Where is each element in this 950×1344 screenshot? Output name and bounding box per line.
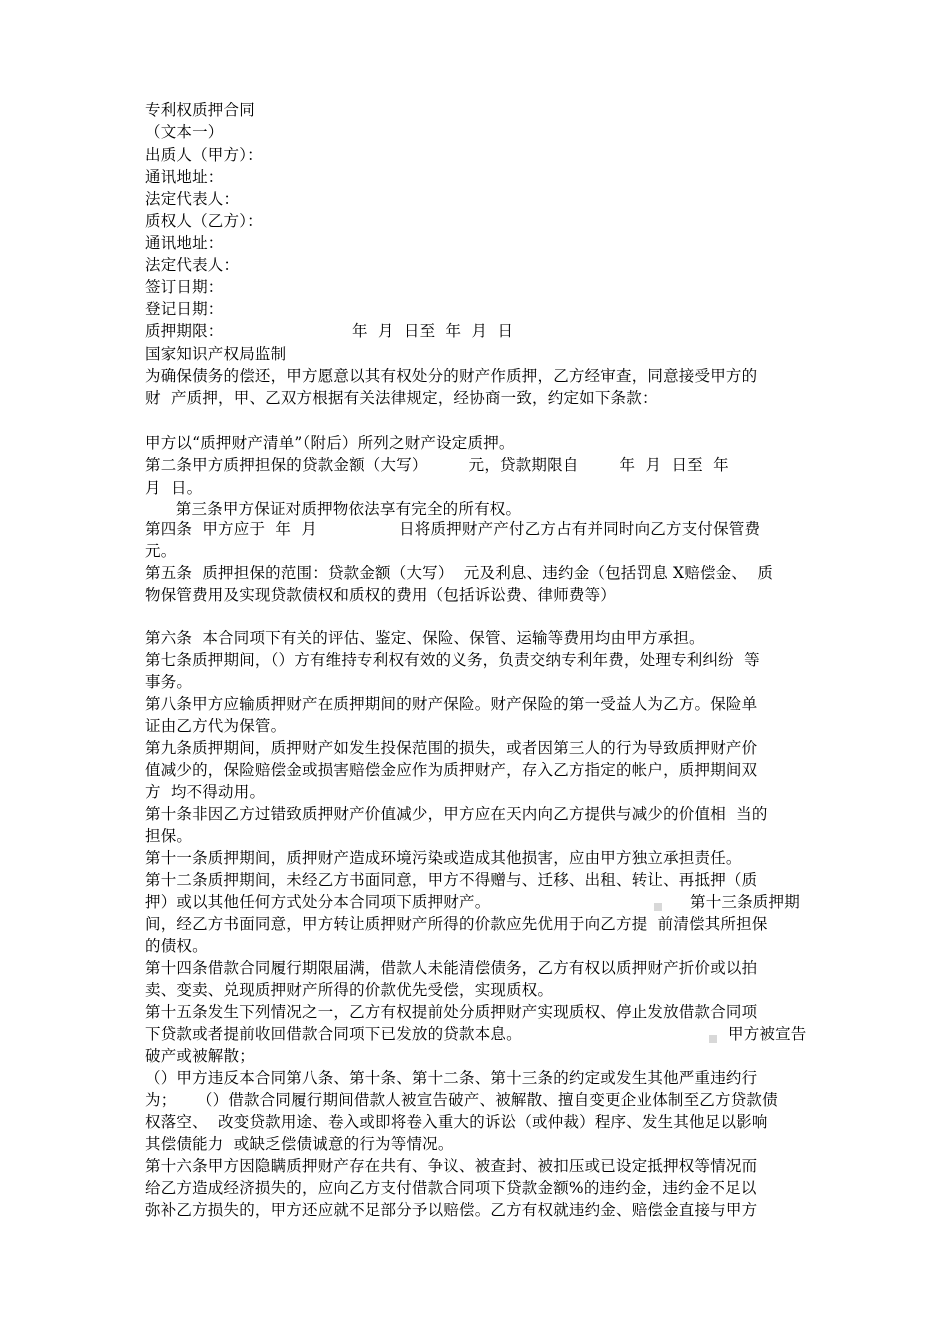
- body-line: 押）或以其他任何方式处分本合同项下质押财产。: [145, 893, 491, 911]
- body-line: 第十五条发生下列情况之一，乙方有权提前处分质押财产实现质权、停止发放借款合同项: [145, 1003, 758, 1021]
- field-address-a: 通讯地址：: [145, 168, 224, 186]
- body-line: 第四条 甲方应于 年 月 日将质押财产产付乙方占有并同时向乙方支付保管费: [145, 520, 761, 538]
- body-line: （）甲方违反本合同第八条、第十条、第十二条、第十三条的约定或发生其他严重违约行: [145, 1069, 758, 1087]
- field-rep-a: 法定代表人：: [145, 190, 240, 208]
- field-term-dates: 年 月 日至 年 月 日: [352, 322, 514, 340]
- body-line: 卖、变卖、兑现质押财产所得的价款优先受偿，实现质权。: [145, 981, 554, 999]
- body-line: 为； （）借款合同履行期间借款人被宣告破产、被解散、擅自变更企业体制至乙方贷款债: [145, 1091, 778, 1109]
- body-line: 第六条 本合同项下有关的评估、鉴定、保险、保管、运输等费用均由甲方承担。: [145, 629, 705, 647]
- body-line: 月 日。: [145, 479, 203, 497]
- body-line: 第二条甲方质押担保的贷款金额（大写） 元，贷款期限自 年 月 日至 年: [145, 456, 729, 474]
- supervisor-line: 国家知识产权局监制: [145, 345, 287, 363]
- body-line: 破产或被解散；: [145, 1047, 255, 1065]
- body-line: 第七条质押期间，（）方有维持专利权有效的义务，负责交纳专利年费，处理专利纠纷 等: [145, 651, 760, 669]
- body-line: 第十条非因乙方过错致质押财产价值减少，甲方应在天内向乙方提供与减少的价值相 当的: [145, 805, 768, 823]
- body-line: 弥补乙方损失的，甲方还应就不足部分予以赔偿。乙方有权就违约金、赔偿金直接与甲方: [145, 1201, 758, 1219]
- body-line: 第五条 质押担保的范围：贷款金额（大写） 元及利息、违约金（包括罚息 X赔偿金、 质: [145, 564, 774, 582]
- field-term-label: 质押期限：: [145, 322, 224, 340]
- field-sign-date: 签订日期：: [145, 278, 224, 296]
- scan-mark: [650, 895, 666, 917]
- field-pledgor: 出质人（甲方）：: [145, 146, 263, 164]
- field-pledgee: 质权人（乙方）：: [145, 212, 263, 230]
- body-line: 甲方以“质押财产清单”（附后）所列之财产设定质押。: [145, 434, 515, 452]
- document-title: 专利权质押合同: [145, 101, 255, 119]
- body-line: 物保管费用及实现贷款债权和质权的费用（包括诉讼费、律师费等）: [145, 586, 617, 604]
- body-line: 权落空、 改变贷款用途、卷入或即将卷入重大的诉讼（或仲裁）程序、发生其他足以影响: [145, 1113, 768, 1131]
- body-line: 第十三条质押期: [690, 893, 800, 911]
- body-line: 为确保债务的偿还，甲方愿意以其有权处分的财产作质押，乙方经审查，同意接受甲方的: [145, 367, 758, 385]
- body-line: 第十四条借款合同履行期限届满，借款人未能清偿债务，乙方有权以质押财产折价或以拍: [145, 959, 758, 977]
- body-line: 财 产质押，甲、乙双方根据有关法律规定，经协商一致，约定如下条款：: [145, 389, 658, 407]
- body-line: 第十二条质押期间，未经乙方书面同意，甲方不得赠与、迁移、出租、转让、再抵押（质: [145, 871, 758, 889]
- body-line: 值减少的，保险赔偿金或损害赔偿金应作为质押财产，存入乙方指定的帐户，质押期间双: [145, 761, 758, 779]
- body-line: 元。: [145, 542, 177, 560]
- body-line: 担保。: [145, 827, 193, 845]
- body-line: 给乙方造成经济损失的，应向乙方支付借款合同项下贷款金额%的违约金，违约金不足以: [145, 1179, 757, 1197]
- scan-mark: [705, 1027, 721, 1049]
- body-line: 的债权。: [145, 937, 208, 955]
- field-rep-b: 法定代表人：: [145, 256, 240, 274]
- body-line: 事务。: [145, 673, 193, 691]
- body-line: 其偿债能力 或缺乏偿债诚意的行为等情况。: [145, 1135, 454, 1153]
- body-line: 第十六条甲方因隐瞒质押财产存在共有、争议、被查封、被扣压或已设定抵押权等情况而: [145, 1157, 758, 1175]
- document-subtitle: （文本一）: [145, 123, 224, 141]
- body-line: 第十一条质押期间，质押财产造成环境污染或造成其他损害，应由甲方独立承担责任。: [145, 849, 742, 867]
- body-line: 第九条质押期间，质押财产如发生投保范围的损失，或者因第三人的行为导致质押财产价: [145, 739, 758, 757]
- field-register-date: 登记日期：: [145, 300, 224, 318]
- body-line: 证由乙方代为保管。: [145, 717, 287, 735]
- body-line: 方 均不得动用。: [145, 783, 266, 801]
- body-line: 甲方被宣告: [728, 1025, 807, 1043]
- body-line: 间，经乙方书面同意，甲方转让质押财产所得的价款应先优用于向乙方提 前清偿其所担保: [145, 915, 768, 933]
- field-address-b: 通讯地址：: [145, 234, 224, 252]
- body-line: 第八条甲方应输质押财产在质押期间的财产保险。财产保险的第一受益人为乙方。保险单: [145, 695, 758, 713]
- body-line: 第三条甲方保证对质押物依法享有完全的所有权。: [145, 500, 522, 518]
- body-line: 下贷款或者提前收回借款合同项下已发放的贷款本息。: [145, 1025, 522, 1043]
